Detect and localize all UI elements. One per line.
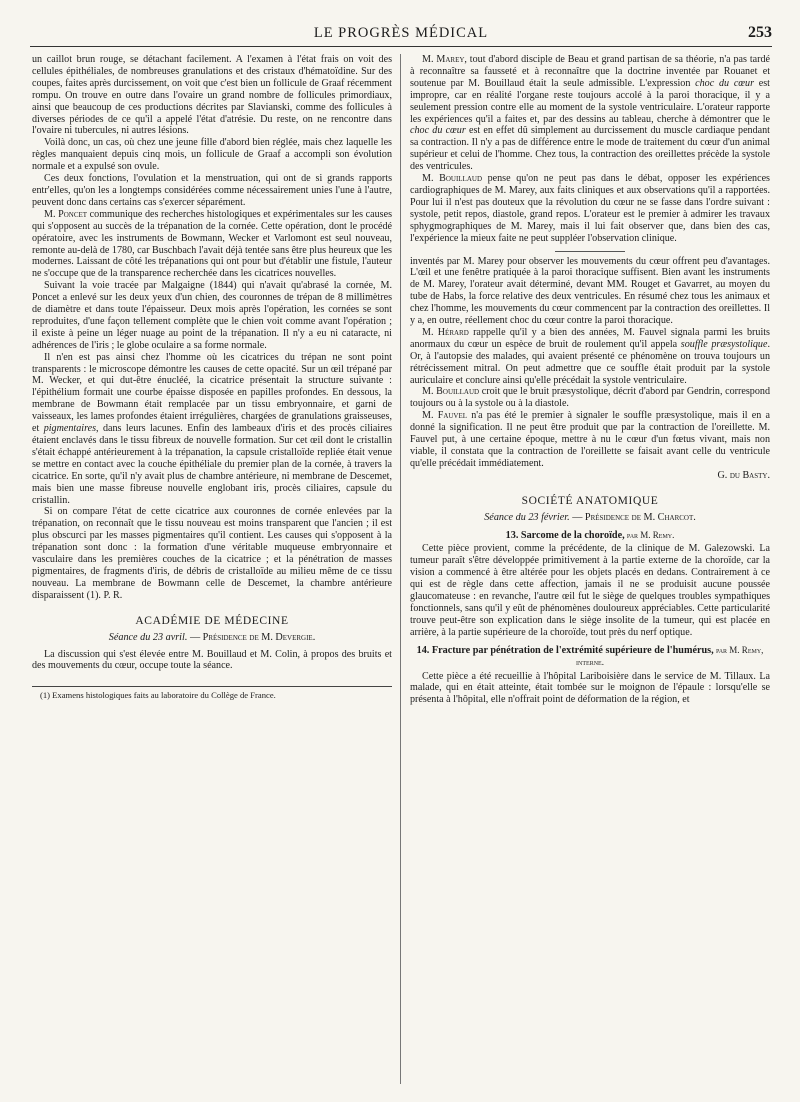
paragraph [410,386,770,410]
session-line [32,632,392,644]
paragraph-text: . Or, à l'autopsie des malades, qui avaient présenté ce phénomène on trouva toujours un rétrécissement mitral. On peut admettre que ce souffle était produit par la systole auriculaire et conclure ainsi qu'elle précédait la systole ventriculaire. [410,338,770,386]
speaker-name: M. Marey [422,54,465,65]
paragraph: un caillot brun rouge, se détachant facilement. A l'examen à l'état frais on voit des cellules épithéliales, de nombreuses granulations et des cristaux d'hématoïdine. Sur des coupes, faites après durcissement, on voit que c'est bien un follicule de Graaf récemment rompu. On trouve en outre dans l'ovaire un grand nombre de follicules primordiaux, ainsi que beaucoup de ces productions décrites par Slavianski, comme des follicules à diverses périodes de ce qu'il a appelé l'état d'atrésie. Du reste, on ne rencontre dans l'ovaire ni tubercules, ni autres lésions. [32,54,392,137]
speaker-name: M. Poncet [44,208,88,220]
page-number: 253 [748,24,772,41]
section-heading-societe: SOCIÉTÉ ANATOMIQUE [521,494,659,507]
paragraph-text: communique des recherches histologiques et expérimentales sur les causes qui s'opposent au succès de la trépanation de la cornée. Cette opération, dont le procédé opératoire, avec les instruments de Bowmann, Wecker et Varlomont est seul nouveau, remonte au-delà de 1780, car Buschbach l'avait déjà tentée sans être plus heureux que les modernes. Laissant de côté les trépanations qui ont pour but d'établir une fistule, l'auteur ne s'occupe que de la transparence recherchée dans les cicatrices nouvelles. [32,208,392,280]
case-byline: par M. Remy. [624,529,675,540]
paragraph [32,209,392,280]
header-rule [30,46,772,47]
section-heading-academie: ACADÉMIE DE MÉDECINE [135,614,289,627]
case-title-text: 13. Sarcome de la choroïde, [505,529,625,541]
case-title-text: 14. Fracture par pénétration de l'extrémité supérieure de l'humérus, [416,644,714,656]
emphasis: choc du cœur [695,77,755,89]
paragraph: inventés par M. Marey pour observer les mouvements du cœur offrent peu d'avantages. L'œil et une fenêtre pratiquée à la paroi thoracique suffisent. Bien avant les instruments de M. Marey, l'orateur avait déterminé, devant MM. Rouget et Gavarret, au moyen du tube de Habs, la force relative des deux ventricules. En résumé chez tous les animaux et chez l'homme, les mouvements du cœur commencent par la contraction des oreillettes. Il y a, en outre, réellement choc du cœur contre la paroi thoracique. [410,255,770,327]
session-presidence: — Présidence de M. Charcot. [569,511,696,523]
emphasis: pigmentaires [43,423,97,435]
running-title: LE PROGRÈS MÉDICAL [313,25,489,41]
footnote: (1) Examens histologiques faits au laboratoire du Collège de France. [40,690,276,701]
emphasis: souffle præsystolique [680,338,768,350]
session-presidence: — Présidence de M. Devergie. [187,631,316,643]
paragraph: La discussion qui s'est élevée entre M. Bouillaud et M. Colin, à propos des bruits et des mouvements du cœur, occupe toute la séance. [32,648,392,672]
speaker-name: M. Hérard [422,326,469,338]
case-title [410,530,770,542]
paragraph: Voilà donc, un cas, où chez une jeune fille d'abord bien réglée, mais chez laquelle les règles manquaient depuis cinq mois, un follicule de Graaf a accompli son évolution normale et a expulsé son ovule. [32,137,392,173]
column-divider [400,54,401,1084]
left-column [32,54,392,701]
speaker-name: M. Fauvel [422,410,468,422]
paragraph-text: pense qu'on ne peut pas dans le débat, opposer les expériences cardiographiques de M. Marey, aux faits cliniques et aux observations qu'il a rapportées. Pour lui il n'est pas douteux que la révolution du cœur ne se fasse dans l'ordre suivant : systole, petit repos, diastole, grand repos. L'orateur est le premier à admirer les travaux sphygmographiques de M. Marey, mais il lui fait observer que, dans bien des cas, l'expérience la mieux faite ne peut suppléer l'observation clinique. [410,173,770,244]
case-title [410,645,770,669]
paragraph [410,54,770,173]
paragraph-text: est impropre, car en réalité l'organe reste toujours accolé à la paroi thoracique, il y a seulement pression contre elle au moment de la systole ventriculaire. L'orateur rapporte les expériences qu'il a faites et, par des dessins au tableau, cherche à démontrer que le [410,77,770,125]
session-date: Séance du 23 avril. [108,631,188,643]
paragraph-text: , dans leurs lacunes. Enfin des lambeaux d'iris et des procès ciliaires étaient enclavés dans le tissu fibreux de nouvelle formation. Sur cet œil dont le cristallin s'était échappé antérieurement à la trépanation, la capsule cristalloïde repliée était venue se mettre en contact avec la couche épithéliale du premier plan de la cornée, à travers la cicatrice. En sorte, qu'il n'y avait plus de chambre antérieure, ni membrane de Descemet, mais bien une masse fibreuse nouvelle englobant iris, procès ciliaires, capsule du cristallin. [32,423,392,506]
paragraph-text: n'a pas été le premier à signaler le souffle præsystolique, mais il en a donné la signification. Il ne peut être produit que par la contraction de l'oreillette. M. Fauvel put, à une certaine époque, mettre à nu le cœur d'un fœtus vivant, mais non viable, il constata que la contraction de l'oreillette se faisait avant celle du ventricule qu'elle précédait immédiatement. [410,410,770,469]
paragraph [410,410,770,470]
case-byline: par M. Remy, interne. [576,644,764,667]
paragraph: Ces deux fonctions, l'ovulation et la menstruation, qui ont de si grands rapports entr'elles, qu'on les a longtemps considérées comme nécessairement unies l'une à l'autre, peuvent donc dans certains cas s'exercer séparément. [32,173,392,208]
session-date: Séance du 23 février. [484,511,570,523]
right-column [410,54,770,706]
paragraph [32,352,392,507]
speaker-name: M. Bouillaud [422,386,480,398]
paragraph-text: rappelle qu'il y a bien des années, M. Fauvel signala parmi les bruits anormaux du cœur un espèce de bruit de roulement qu'il appela [410,326,770,350]
page-header [30,22,772,44]
paragraph-text: Il n'en est pas ainsi chez l'homme où les cicatrices du trépan ne sont point transparents : le microscope démontre les causes de cette opacité. Sur un œil trépané par M. Wecker, et qui dut-être énucléé, la cicatrice présentait la structure suivante : l'épithélium formait une courbe épaisse disposée en papilles profondes. En dessous, la membrane de Bowmann était remplacée par un tissu embryonnaire, et garni de vaisseaux, les lames profondes étaient irrégulières, chargées de granulations graisseuses, et [32,351,392,435]
paragraph: Cette pièce a été recueillie à l'hôpital Lariboisière dans le service de M. Tillaux. La malade, qui en était atteinte, était tombée sur le moignon de l'épaule : lorsqu'elle se présenta à l'hôpital, elle n'offrait point de déformation de la région, et [410,670,770,706]
paragraph [410,327,770,387]
paragraph: Cette pièce provient, comme la précédente, de la clinique de M. Galezowski. La tumeur paraît s'être développée primitivement à la partie externe de la choroïde, car la vision a commencé à être altérée pour les objets placés en dedans. Contrairement à ce qui est de règle dans cette affection, jamais il ne se produisit aucune poussée glaucomateuse : en revanche, l'autre œil fut le siège de quelques troubles sympathiques fonctionnels, sans qu'il y eût de phénomènes douloureux appréciables. Cette particularité trouve peut-être son explication dans le siège insolite de la tumeur, qui est placée en arrière, à la partie supérieure de la choroïde, tout près du nerf optique. [410,543,770,638]
emphasis: choc du cœur [410,125,466,137]
paragraph: Suivant la voie tracée par Malgaigne (1844) qui n'avait qu'abrasé la cornée, M. Poncet a enlevé sur les deux yeux d'un chien, des couronnes de trépan de 8 millimètres de diamètre et dans toute l'épaisseur. Deux mois après l'opération, les cornées se sont reproduites, d'une façon tellement complète que le chien voit comme avant l'opération ; il existe à peine un léger nuage au point de la trépanation. Il n'y a eu ni cataracte, ni adhérences de l'iris ; le globe oculaire a sa forme normale. [32,280,392,351]
paragraph-text: croit que le bruit præsystolique, décrit d'abord par Gendrin, correspond toujours ou à la systole ou à la diastole. [410,386,770,410]
session-line [410,512,770,524]
footnote-rule [32,686,392,687]
author-signature: G. du Basty. [717,469,770,481]
paragraph-text: est en effet dû simplement au durcissement du muscle cardiaque pendant sa contraction. Il n'y a pas de différence entre le mode de traitement du cœur d'un animal supérieur et celui de l'homme. Chez tous, la contraction des oreillettes précède la systole des ventricules. [410,125,770,173]
paragraph: Si on compare l'état de cette cicatrice aux couronnes de cornée enlevées par la trépanation, on reconnaît que le tissu nouveau est moins transparent que l'ancien ; il est plus obscurci par les masses pigmentaires qu'il contient. Les causes qui s'opposent à la trépanation sont donc : la formation d'une véritable muqueuse embryonnaire et vasculaire dans les premières couches de la cicatrice ; et la pénétration de masses pigmentaires, de fragments d'iris, de débris de cristalloïde au milieu même de ce tissu nouveau. La membrane de Bowmann celle de Descemet, la chambre antérieure disparaissent (1). P. R. [32,506,392,601]
speaker-name: M. Bouillaud [422,173,482,185]
paragraph-text: , tout d'abord disciple de Beau et grand partisan de sa théorie, n'a pas tardé à reconnaître sa fausseté et à reconnaître que la doctrine inventée par Rouanet et soutenue par M. Bouillaud était la seule admissible. L'expression [410,54,770,89]
paragraph [410,173,770,244]
separator [555,251,625,252]
